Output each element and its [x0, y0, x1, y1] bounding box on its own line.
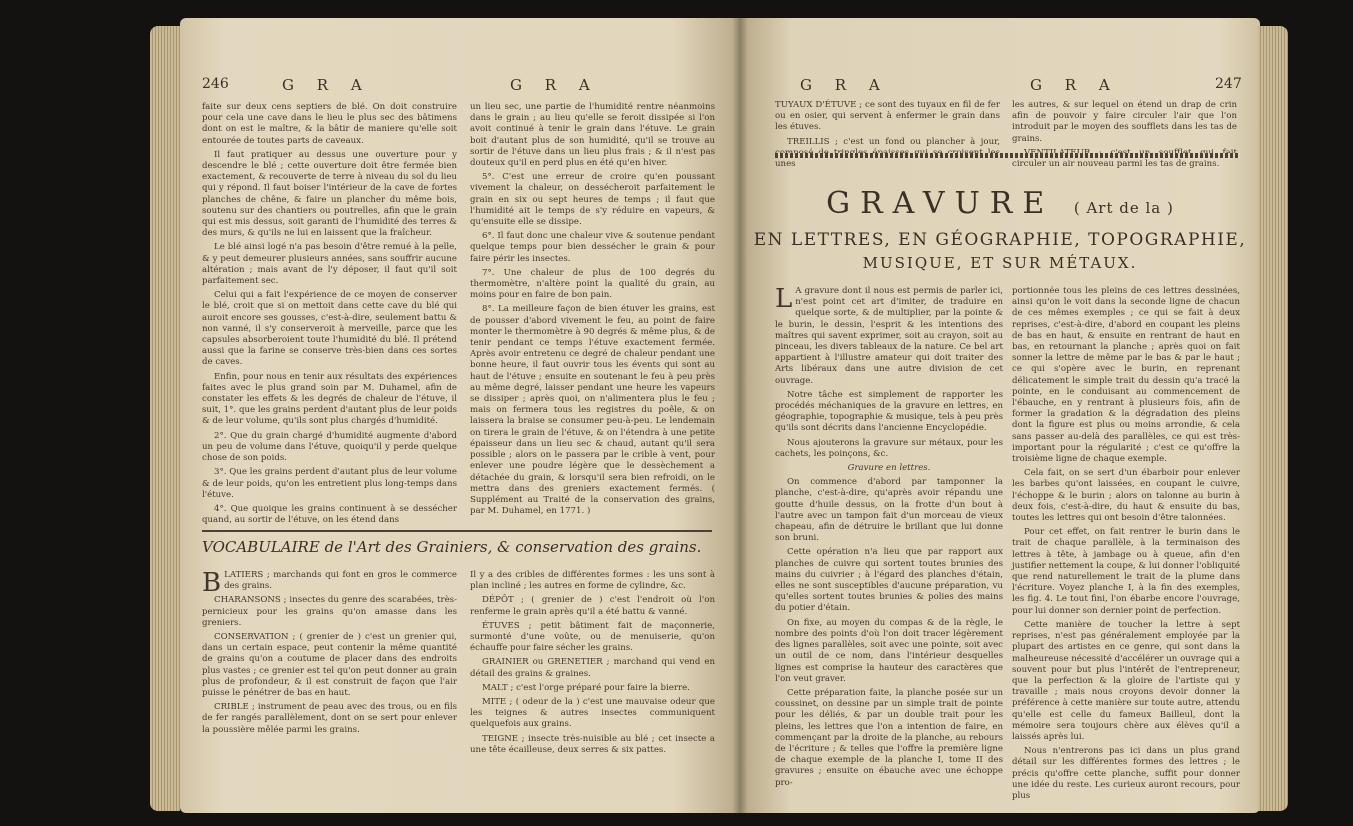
- paragraph: un lieu sec, une partie de l'humidité rentre néanmoins dans le grain ; au lieu qu'elle se feroit dissipée si l'on avoit continué à tenir le grain dans l'étuve. Le grain boit d'autant plus de son humidité, qu'il se trouve au sortir de l'étuve dans un lieu plus frais ; & il n'est pas douteux qu'il en perd plus en été qu'en hiver.: [470, 102, 715, 169]
- paragraph: L A gravure dont il nous est permis de parler ici, n'est point cet art d'imiter, de traduire en quelque sorte, & de multiplier, par la pointe & le burin, le dessin, l'esprit & les intentions des maîtres qui savent exprimer, soit au crayon, soit au pinceau, les divers tableaux de la nature. Ce bel art appartient à l'illustre amateur qui doit traiter des Arts libéraux dans une autre division de cet ouvrage.: [775, 284, 1003, 386]
- paragraph: Enfin, pour nous en tenir aux résultats des expériences faites avec le plus grand soin par M. Duhamel, afin de constater les effets & les degrés de chaleur de l'étuve, il suit, 1°. que les grains perdent d'autant plus de leur poids & de leur volume, qu'ils sont plus chargés d'humidité.: [202, 371, 457, 427]
- paragraph: 3°. Que les grains perdent d'autant plus de leur volume & de leur poids, qu'on les entretient plus long-temps dans l'étuve.: [202, 467, 457, 500]
- running-header-left-1: G R A: [282, 76, 371, 94]
- paragraph: portionnée tous les pleins de ces lettres dessinées, ainsi qu'on le voit dans la seconde ligne de chacun de ces mêmes exemples ; ce qui se fait à deux reprises, c'est-à-dire, d'abord en coupant les pleins de bas en haut, & ensuite en rentrant de haut en bas, en retournant la planche ; après quoi on fait sonner la lettre de même par le bas & par le haut ; ce qui s'opère avec le burin, en reprenant délicatement le simple trait du dessin qu'a tracé la pointe, en le conduisant au commencement de l'ébauche, en y rentrant à plusieurs fois, afin de former la gradation & la dégradation des pleins dont la figure est plus ou moins arrondie, & cela sans passer au-delà des parallèles, ce qui est très-important pour la régularité ; c'est ce qu'offre la troisième ligne de chaque exemple.: [1012, 286, 1240, 465]
- paragraph: 2°. Que du grain chargé d'humidité augmente d'abord un peu de volume dans l'étuve, quoiqu'il y perde quelque chose de son poids.: [202, 430, 457, 464]
- glossary-entry: Il y a des cribles de différentes formes : les uns sont à plan incliné ; les autres en forme de cylindre, &c.: [470, 570, 715, 592]
- paragraph: Cette manière de toucher la lettre à sept reprises, n'est pas généralement employée par la plupart des artistes en ce genre, qui sont dans la malheureuse nécessité d'accélérer un ouvrage qui a souvent pour but plus l'intérêt de l'entrepreneur, que la perfection & la gloire de l'artiste qui y travaille ; mais nous croyons devoir donner la préférence à cette manière sur toute autre, attendu qu'elle est celle du fameux Bailleul, dont la mémoire sera toujours chère aux élèves qu'il a laissés après lui.: [1012, 619, 1240, 742]
- glossary-entry: GRAINIER ou GRENETIER ; marchand qui vend en détail des grains & graines.: [470, 657, 715, 679]
- left-column-1: [202, 102, 457, 529]
- running-header-left-2: G R A: [510, 76, 599, 94]
- left-column-2: [470, 102, 715, 520]
- paragraph: faite sur deux cens septiers de blé. On doit construire pour cela une cave dans le lieu le plus sec des bâtimens dont on est le maître, & la bâtir de maniere qu'elle soit entourée de toutes parts de caveaux.: [202, 102, 457, 146]
- article-title: [740, 186, 1260, 221]
- paragraph: 8°. La meilleure façon de bien étuver les grains, est de pousser d'abord vivement le feu, au point de faire monter le thermomètre à 90 degrés & même plus, & de tenir pendant ce temps l'étuve exactement fermée. Après avoir entretenu ce degré de chaleur pendant une bonne heure, il faut ouvrir tous les évents qui sont au haut de l'étuve ; ensuite en soutenant le feu à peu près au même degré, laisser pendant une heure les vapeurs se dissiper ; après quoi, on n'alimentera plus le feu ; mais on fermera tous les registres du poêle, & on laissera la braise se consumer peu-à-peu. Le lendemain on tirera le grain de l'étuve, & on l'étendra à une petite épaisseur dans un lieu sec & chaud, autant qu'il sera possible ; alors on le passera par le crible à vent, pour enlever une poudre légère que le dessèchement a détachée du grain, & lorsqu'il sera bien refroidi, on le mettra dans des greniers exactement fermés. ( Supplément au Traité de la conservation des grains, par M. Duhamel, en 1771. ): [470, 304, 715, 517]
- paragraph: Celui qui a fait l'expérience de ce moyen de conserver le blé, croit que si on mettoit dans cette cave du blé qui auroit encore ses gousses, c'est-à-dire, seulement battu & non vanné, il s'y conserveroit à merveille, parce que les capsules absorberoient toute l'humidité du blé. Il prétend aussi que la farine se conserve très-bien dans ces sortes de caves.: [202, 290, 457, 368]
- title-main: GRAVURE: [826, 186, 1055, 221]
- paragraph: Cette opération n'a lieu que par rapport aux planches de cuivre qui sortent toutes brunies des mains du cuivrier ; à l'égard des planches d'étain, elles ne sont susceptibles d'aucune préparation, vu qu'elles sortent toutes brunies & polies des mains du potier d'étain.: [775, 547, 1003, 614]
- paragraph: 7°. Une chaleur de plus de 100 degrés du thermomètre, n'altère point la qualité du grain, au moins pour en faire de bon pain.: [470, 267, 715, 301]
- running-header-right-1: G R A: [800, 76, 889, 94]
- right-page-edges: [1258, 26, 1288, 811]
- glossary-entry: circuler un air nouveau parmi les tas de grains.: [1012, 159, 1220, 170]
- paragraph: Cette préparation faite, la planche posée sur un coussinet, on dessine par un simple trait de pointe pour les déliés, & par un double trait pour les pleins, les lettres que l'on a intention de faire, en commençant par la droite de la planche, au rebours de l'écriture ; & telles que l'offre la première ligne de chaque exemple de la planche I, tome II des gravures ; ensuite on ébauche avec une échoppe pro-: [775, 687, 1003, 788]
- paragraph: 5°. C'est une erreur de croire qu'en poussant vivement la chaleur, on dessécheroit parfaitement le grain en six ou sept heures de temps ; il faut que l'humidité ait le temps de s'y réduire en vapeurs, & qu'ensuite elle se dissipe.: [470, 172, 715, 228]
- right-column-1: [775, 286, 1003, 792]
- article-subtitle-line-1: EN LETTRES, EN GÉOGRAPHIE, TOPOGRAPHIE,: [753, 230, 1247, 250]
- paragraph: Nous n'entrerons pas ici dans un plus grand détail sur les différentes formes des lettres ; le précis qu'offre cette planche, suffit pour donner une idée du reste. Les curieux auront recours, pour plus: [1012, 746, 1240, 801]
- article-subtitle-line-2: MUSIQUE, ET SUR MÉTAUX.: [862, 254, 1138, 272]
- vocab-column-2: [470, 570, 715, 759]
- paragraph: 6°. Il faut donc une chaleur vive & soutenue pendant quelque temps pour bien dessécher le grain & pour faire périr les insectes.: [470, 231, 715, 264]
- drop-cap-b: B: [202, 568, 222, 598]
- glossary-entry: TEIGNE ; insecte très-nuisible au blé ; cet insecte a une tête écailleuse, deux serres & six pattes.: [470, 733, 715, 755]
- glossary-entry: CRIBLE ; instrument de peau avec des trous, ou en fils de fer rangés parallèlement, dont on se sert pour enlever la poussière mêlée parmi les grains.: [202, 702, 457, 735]
- title-parenthetical: ( Art de la ): [1073, 199, 1174, 217]
- right-top-column-2: [1012, 100, 1237, 173]
- left-page-edges: [150, 26, 180, 811]
- right-column-2: [1012, 286, 1240, 805]
- glossary-entry: CHARANSONS ; insectes du genre des scarabées, très-pernicieux pour les grains qu'on amasse dans les greniers.: [202, 595, 457, 628]
- paragraph: On fixe, au moyen du compas & de la règle, le nombre des points d'où l'on doit tracer légèrement des lignes parallèles, soit avec une pointe, soit avec un outil de ce nom, dans l'intérieur desquelles lignes est comprise la hauteur des caractères que l'on veut graver.: [775, 617, 1003, 684]
- paragraph: 4°. Que quoique les grains continuent à se dessécher quand, au sortir de l'étuve, on les étend dans: [202, 503, 457, 526]
- running-header-right-2: G R A: [1030, 76, 1119, 94]
- glossary-entry: les autres, & sur lequel on étend un drap de crin afin de pouvoir y faire circuler l'air que l'on introduit par le moyen des soufflets dans les tas de grains.: [1012, 100, 1237, 144]
- glossary-entry: ÉTUVES ; petit bâtiment fait de maçonnerie, surmonté d'une voûte, ou de menuiserie, qu'on échauffe pour faire sécher les grains.: [470, 620, 715, 654]
- section-rule: [202, 530, 712, 532]
- drop-cap-l: L: [775, 284, 793, 314]
- glossary-entry: BLATIERS ; marchands qui font en gros le commerce des grains.: [202, 568, 457, 598]
- section-subheading: Gravure en lettres.: [847, 463, 931, 474]
- vocab-column-1: [202, 570, 457, 739]
- paragraph: Cela fait, on se sert d'un ébarboir pour enlever les barbes qu'ont laissées, en coupant le cuivre, l'échoppe & le burin ; alors on talonne au burin à deux fois, c'est-à-dire, du haut & ensuite du bas, toutes les lettres qui ont besoin d'être talonnées.: [1012, 468, 1240, 524]
- glossary-entry: MALT ; c'est l'orge préparé pour faire la bierre.: [482, 682, 690, 693]
- ornamental-band: [775, 153, 1240, 158]
- left-page: [180, 18, 740, 813]
- paragraph: Nous ajouterons la gravure sur métaux, pour les cachets, les poinçons, &c.: [775, 437, 1003, 459]
- paragraph: Pour cet effet, on fait rentrer le burin dans le trait de chaque parallèle, à la terminaison des lettres à tête, à jambage ou à queue, afin d'en justifier nettement la coupe, & lui donner l'obliquité que rend naturellement le trait de la plume dans l'écriture. Voyez planche I, à la fin des exemples, les fig. 4. Le tout fini, l'on ébarbe encore l'ouvrage, pour lui donner son dernier point de perfection.: [1012, 527, 1240, 616]
- page-number-right: 247: [1215, 76, 1242, 92]
- glossary-entry: TUYAUX D'ÉTUVE ; ce sont des tuyaux en fil de fer ou en osier, qui servent à enfermer le grain dans les étuves.: [775, 100, 1000, 133]
- right-page: [740, 18, 1260, 813]
- book-gutter: [732, 18, 748, 813]
- glossary-entry: CONSERVATION ; ( grenier de ) c'est un grenier qui, dans un certain espace, peut contenir la même quantité de grains qu'on a coutume de placer dans des endroits plus vastes ; ce grenier est tel qu'on peut donner au grain plus de profondeur, & il est construit de façon que l'air puisse le pénétrer de bas en haut.: [202, 632, 457, 699]
- glossary-entry: MITE ; ( odeur de la ) c'est une mauvaise odeur que les teignes & autres insectes communiquent quelquefois aux grains.: [470, 697, 715, 730]
- paragraph: Il faut pratiquer au dessus une ouverture pour y descendre le blé ; cette ouverture doit être fermée bien exactement, & recouverte de terre à niveau du sol du lieu qui y répond. Il faut boiser l'intérieur de la cave de fortes planches de chêne, & faire un plancher du même bois, soutenu sur des chantiers ou poutrelles, afin que le grain qui est mis dessus, soit garanti de l'humidité des terres & des murs, & qu'ils ne lui en laissent que la fraîcheur.: [202, 149, 457, 239]
- page-number-left: 246: [202, 76, 229, 92]
- glossary-entry: DÉPÔT ; ( grenier de ) c'est l'endroit où l'on renferme le grain après qu'il a été battu & vanné.: [470, 595, 715, 617]
- paragraph: Le blé ainsi logé n'a pas besoin d'être remué à la pelle, & y peut demeurer plusieurs années, sans souffrir aucune altération ; mais avant de l'y déposer, il faut qu'il soit parfaitement sec.: [202, 242, 457, 287]
- open-book: [150, 18, 1265, 818]
- vocabulary-heading: VOCABULAIRE de l'Art des Grainiers, & conservation des grains.: [202, 538, 702, 556]
- right-top-column-1: [775, 100, 1000, 173]
- paragraph: Notre tâche est simplement de rapporter les procédés méchaniques de la gravure en lettres, en géographie, topographie & musique, tels à peu près qu'ils sont décrits dans l'ancienne Encyclopédie.: [775, 389, 1003, 434]
- glossary-entry: TREILLIS ; c'est un fond ou plancher à jour, unes: [775, 136, 1000, 170]
- paragraph: On commence d'abord par tamponner la planche, c'est-à-dire, qu'après avoir répandu une goutte d'huile dessus, on la frotte d'un bout à l'autre avec un tampon fait d'un morceau de vieux chapeau, afin de détruire le brillant que lui donne son bruni.: [775, 477, 1003, 544]
